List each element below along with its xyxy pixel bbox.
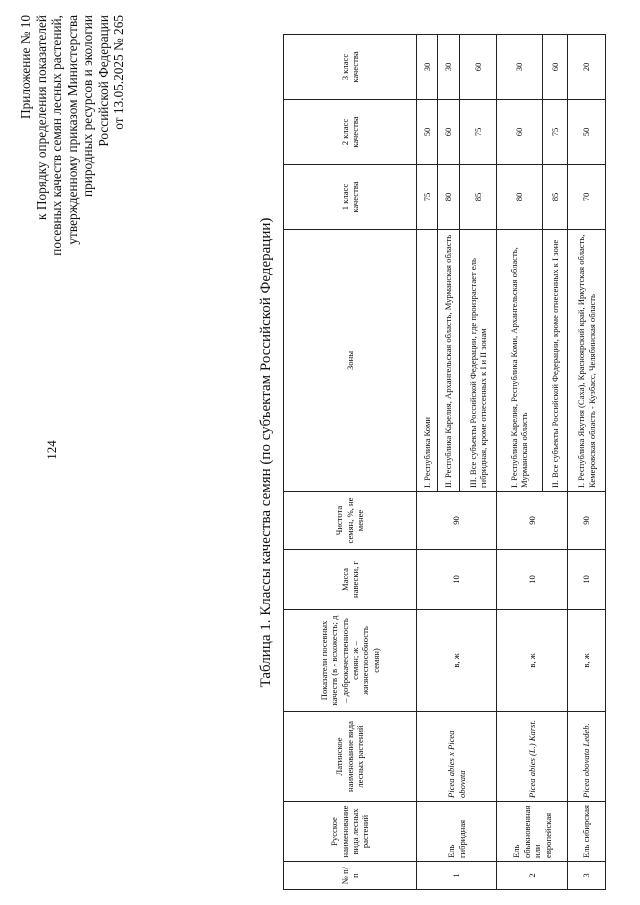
cell-num: 2 (497, 862, 568, 890)
header-num: № п/п (284, 862, 417, 890)
page-number: 124 (44, 440, 59, 460)
header-class-1: 1 класс качества (284, 165, 417, 230)
cell-latin-name: Picea abies (L.) Karst. (497, 712, 568, 802)
cell-purity: 90 (417, 492, 497, 550)
cell-latin-name: Picea abies x Picea obovata (417, 712, 497, 802)
cell-num: 3 (568, 862, 606, 890)
appendix-line: природных ресурсов и экологии (80, 15, 95, 198)
cell-ru-name: Ель обыкновенная или европейская (497, 802, 568, 862)
cell-class-2: 50 (568, 100, 606, 165)
appendix-line: к Порядку определения показателей (33, 15, 49, 220)
cell-ru-name: Ель гибридная (417, 802, 497, 862)
header-ru-name: Русское наименование вида лесных растений (284, 802, 417, 862)
table-row (568, 35, 606, 890)
cell-mass: 10 (568, 550, 606, 610)
cell-purity: 90 (568, 492, 606, 550)
cell-zone: II. Республика Карелия, Архангельская область, Мурманская область (438, 230, 459, 492)
cell-indicators: в, ж (417, 610, 497, 712)
cell-class-1: 80 (438, 165, 459, 230)
appendix-line: Приложение № 10 (18, 15, 33, 119)
cell-class-1: 75 (417, 165, 438, 230)
cell-zone: II. Все субъекты Российской Федерации, кроме отнесенных к I зоне (542, 230, 568, 492)
cell-class-1: 70 (568, 165, 606, 230)
header-class-2: 2 класс качества (284, 100, 417, 165)
table-row (417, 35, 438, 890)
cell-ru-name: Ель сибирская (568, 802, 606, 862)
header-mass: Масса навески, г (284, 550, 417, 610)
cell-zone: I. Республика Коми (417, 230, 438, 492)
header-indicators: Показатели посевных качеств (в - всхожесть; д – доброкачественность семян; ж – жизнеспособность семян) (284, 610, 417, 712)
cell-num: 1 (417, 862, 497, 890)
table-row (497, 35, 542, 890)
appendix-line: от 13.05.2025 № 265 (111, 15, 126, 130)
cell-class-3: 60 (459, 35, 497, 100)
appendix-line: утвержденному приказом Министерства (64, 15, 80, 245)
header-class-3: 3 класс качества (284, 35, 417, 100)
header-purity: Чистота семян, %, не менее (284, 492, 417, 550)
cell-class-3: 30 (438, 35, 459, 100)
cell-class-2: 50 (417, 100, 438, 165)
cell-class-3: 60 (542, 35, 568, 100)
header-latin-name: Латинское наименование вида лесных растений (284, 712, 417, 802)
cell-class-2: 60 (497, 100, 542, 165)
header-zones: Зоны (284, 230, 417, 492)
cell-class-3: 20 (568, 35, 606, 100)
cell-zone: III. Все субъекты Российской Федерации, где произрастает ель гибридная, кроме отнесенных к I и II зонам (459, 230, 497, 492)
cell-class-1: 80 (497, 165, 542, 230)
cell-mass: 10 (417, 550, 497, 610)
seed-quality-table (283, 35, 606, 890)
appendix-line: посевных качеств семян лесных растений, (49, 15, 64, 256)
cell-class-2: 75 (542, 100, 568, 165)
cell-zone: I. Республика Карелия, Республика Коми, Архангельская область, Мурманская область (497, 230, 542, 492)
cell-indicators: в, ж (497, 610, 568, 712)
cell-latin-name: Picea obovata Ledeb. (568, 712, 606, 802)
cell-class-1: 85 (542, 165, 568, 230)
table-title: Таблица 1. Классы качества семян (по субъектам Российской Федерации) (258, 217, 274, 688)
cell-class-2: 75 (459, 100, 497, 165)
appendix-line: Российской Федерации (95, 15, 111, 147)
cell-mass: 10 (497, 550, 568, 610)
cell-purity: 90 (497, 492, 568, 550)
cell-zone: I. Республика Якутия (Саха), Красноярский край, Иркутская область, Кемеровская область - Кузбасс, Челябинская область (568, 230, 606, 492)
cell-class-1: 85 (459, 165, 497, 230)
table-header-row (284, 35, 417, 890)
cell-class-3: 30 (497, 35, 542, 100)
cell-class-3: 30 (417, 35, 438, 100)
cell-class-2: 60 (438, 100, 459, 165)
appendix-header (18, 15, 127, 305)
cell-indicators: в, ж (568, 610, 606, 712)
